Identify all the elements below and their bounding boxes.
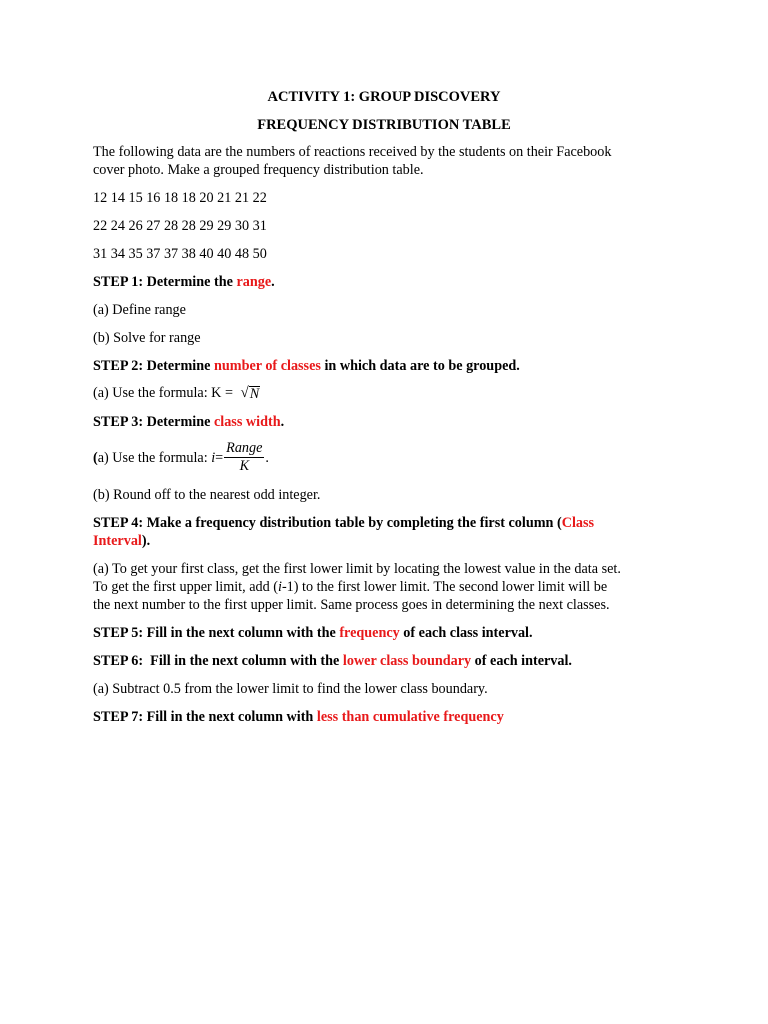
step-1-item-b: (b) Solve for range — [93, 330, 201, 346]
step-4-heading: STEP 4: Make a frequency distribution table by completing the first column (Class Interval). — [93, 515, 595, 549]
step-7-heading: STEP 7: Fill in the next column with less than cumulative frequency — [93, 709, 504, 725]
step-1-item-a: (a) Define range — [93, 302, 186, 318]
step-3-heading: STEP 3: Determine class width. — [93, 414, 285, 430]
step-5-heading: STEP 5: Fill in the next column with the frequency of each class interval. — [93, 625, 533, 641]
activity-title: ACTIVITY 1: GROUP DISCOVERY — [267, 89, 501, 105]
intro-line-2: cover photo. Make a grouped frequency distribution table. — [93, 162, 424, 178]
step-1-heading: STEP 1: Determine the range. — [93, 274, 275, 290]
class-width-fraction: $\frac{\text{Range}}{K}$ — [226, 440, 263, 474]
step-4-item-a-line-1: (a) To get your first class, get the first lower limit by locating the lowest value in the data set. — [93, 561, 621, 577]
step-2-heading: STEP 2: Determine number of classes in which data are to be grouped. — [93, 358, 520, 374]
square-root-formula: √ N — [240, 384, 260, 402]
step-2-keyword: number of classes — [213, 358, 321, 374]
data-row-1: 12 14 15 16 18 18 20 21 21 22 — [93, 190, 267, 206]
section-title: FREQUENCY DISTRIBUTION TABLE — [257, 117, 511, 133]
step-4-item-a-line-3: the next number to the first upper limit. Same process goes in determining the next classes. — [93, 597, 610, 613]
step-5-keyword: frequency — [339, 625, 400, 641]
step-7-keyword: less than cumulative frequency — [316, 709, 504, 725]
step-6-keyword: lower class boundary — [342, 653, 472, 669]
step-6-item-a: (a) Subtract 0.5 from the lower limit to find the lower class boundary. — [93, 681, 488, 697]
step-4-item-a-line-2: To get the first upper limit, add (i-1) to the first lower limit. The second lower limit will be — [93, 579, 608, 595]
intro-line-1: The following data are the numbers of reactions received by the students on their Facebook — [93, 144, 612, 160]
data-row-2: 22 24 26 27 28 28 29 29 30 31 — [93, 218, 267, 234]
step-3-keyword: class width — [213, 414, 281, 430]
data-row-3: 31 34 35 37 37 38 40 40 48 50 — [93, 246, 267, 262]
step-3-item-a: ( a) Use the formula: i = $\frac{\text{Range}}{K}$ . — [93, 440, 269, 474]
step-1-keyword: range — [236, 274, 272, 290]
step-3-item-b: (b) Round off to the nearest odd integer. — [93, 487, 321, 503]
step-2-item-a: (a) Use the formula: K = √ N — [93, 384, 260, 402]
step-6-heading: STEP 6: Fill in the next column with the lower class boundary of each interval. — [93, 653, 572, 669]
